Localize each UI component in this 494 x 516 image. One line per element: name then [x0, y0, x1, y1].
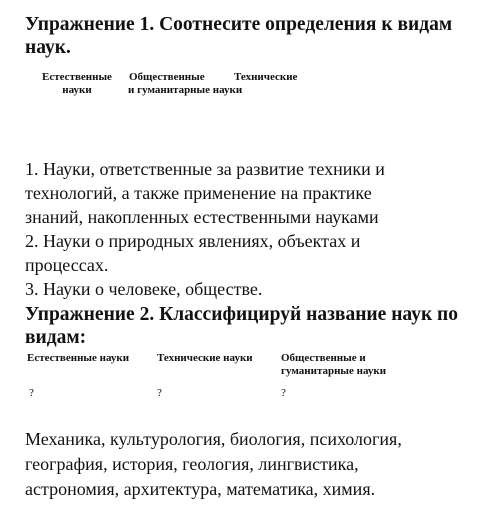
column-natural-sciences: Естественные науки — [42, 71, 112, 96]
question-mark: ? — [281, 387, 286, 399]
exercise-1-title-line-1: Упражнение 1. Соотнесите определения к видам — [25, 14, 453, 35]
exercise-2-title-line-1: Упражнение 2. Классифицируй название наук по — [25, 304, 459, 325]
column-technical-sciences-2: Технические науки — [157, 352, 253, 364]
definition-line: 1. Науки, ответственные за развитие техники и — [25, 159, 385, 179]
column-social-humanitarian-sciences: Общественные и гуманитарные науки — [128, 71, 243, 96]
exercise-2-title-line-2: видам: — [25, 327, 87, 348]
sciences-list-line: география, история, геология, лингвистика, — [25, 454, 359, 474]
definition-line: 3. Науки о человеке, обществе. — [25, 279, 263, 299]
column-technical-sciences: Технические — [234, 71, 298, 83]
sciences-list-line: Механика, культурология, биология, психология, — [25, 429, 402, 449]
column-natural-sciences-2: Естественные науки — [27, 352, 130, 364]
definition-line: 2. Науки о природных явлениях, объектах и — [25, 231, 361, 251]
column-social-humanitarian-sciences-2: Общественные и гуманитарные науки — [281, 352, 387, 377]
question-mark: ? — [29, 387, 34, 399]
exercise-1-title-line-2: наук. — [25, 37, 71, 58]
definition-line: процессах. — [25, 255, 109, 275]
sciences-list-line: астрономия, архитектура, математика, химия. — [25, 479, 376, 499]
question-mark: ? — [157, 387, 162, 399]
exercise-1-title — [25, 13, 452, 59]
definition-line: знаний, накопленных естественными науками — [25, 207, 379, 227]
exercise-2-title — [25, 303, 458, 349]
definition-line: технологий, а также применение на практике — [25, 183, 372, 203]
